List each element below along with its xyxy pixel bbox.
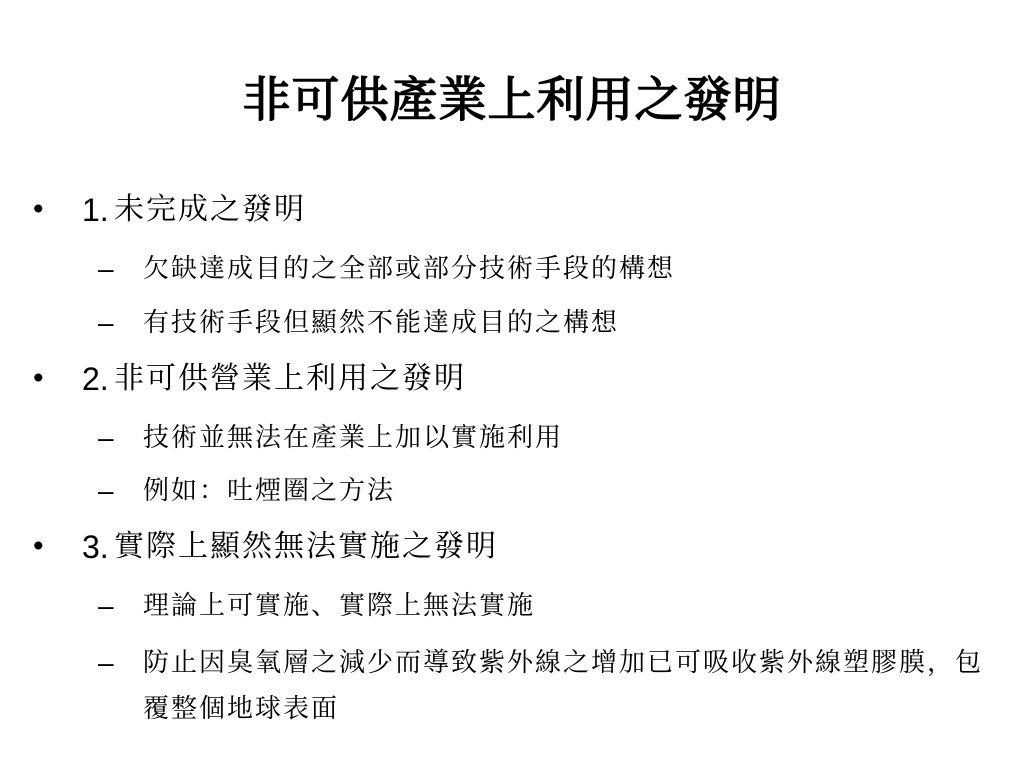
item-text: 非可供營業上利用之發明 bbox=[114, 361, 466, 396]
item-number: 3. bbox=[82, 529, 109, 565]
sub-item-text: 欠缺達成目的之全部或部分技術手段的構想 bbox=[143, 254, 676, 284]
item-number: 2. bbox=[82, 361, 109, 397]
bullet-dot: • bbox=[30, 530, 47, 563]
sub-item-text: 有技術手段但顯然不能達成目的之構想 bbox=[143, 308, 620, 338]
sub-dash: – bbox=[98, 590, 114, 621]
item-number: 1. bbox=[82, 192, 109, 228]
sub-item-text: 技術並無法在產業上加以實施利用 bbox=[143, 423, 564, 453]
slide-title: 非可供產業上利用之發明 bbox=[242, 72, 782, 128]
sub-dash: – bbox=[98, 475, 114, 506]
item-text: 未完成之發明 bbox=[114, 192, 306, 227]
item-text: 實際上顯然無法實施之發明 bbox=[114, 529, 498, 564]
bullet-dot: • bbox=[30, 362, 47, 395]
bullet-dot: • bbox=[30, 193, 47, 226]
sub-dash: – bbox=[98, 307, 114, 338]
sub-item-text: 防止因臭氧層之減少而導致紫外線之增加已可吸收紫外線塑膠膜，包覆整個地球表面 bbox=[143, 648, 984, 724]
sub-dash: – bbox=[98, 422, 114, 453]
sub-item-text: 例如：吐煙圈之方法 bbox=[143, 476, 396, 506]
sub-dash: – bbox=[98, 647, 114, 678]
sub-item-text: 理論上可實施、實際上無法實施 bbox=[143, 591, 536, 621]
sub-dash: – bbox=[98, 253, 114, 284]
